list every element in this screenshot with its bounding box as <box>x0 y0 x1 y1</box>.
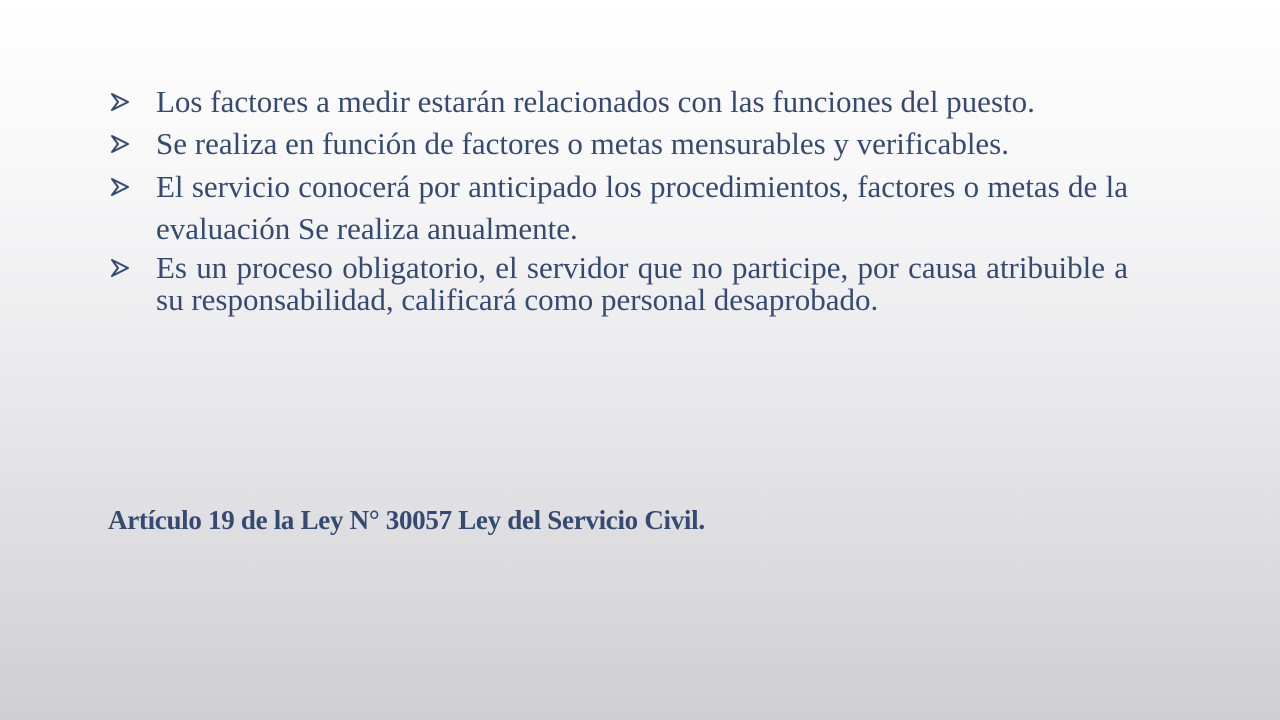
arrowhead-check-icon <box>108 166 132 208</box>
bullet-text: Es un proceso obligatorio, el servidor que no participe, por causa atribuible a su responsabilidad, calificará como personal desaprobado. <box>156 250 1128 317</box>
arrowhead-check-icon <box>108 252 132 284</box>
bullet-text: El servicio conocerá por anticipado los procedimientos, factores o metas de la evaluación Se realiza anualmente. <box>156 169 1128 246</box>
bullet-item <box>108 252 1128 316</box>
arrowhead-check-icon <box>108 86 132 118</box>
bullet-text: Se realiza en función de factores o metas mensurables y verificables. <box>156 126 1009 161</box>
bullet-text: Los factores a medir estarán relacionados con las funciones del puesto. <box>156 84 1035 119</box>
arrowhead-check-icon <box>108 128 132 160</box>
bullet-list <box>108 86 1128 326</box>
bullet-item <box>108 86 1128 118</box>
citation: Artículo 19 de la Ley N° 30057 Ley del Servicio Civil. <box>108 505 705 535</box>
bullet-item <box>108 128 1128 160</box>
bullet-item <box>108 166 1128 250</box>
